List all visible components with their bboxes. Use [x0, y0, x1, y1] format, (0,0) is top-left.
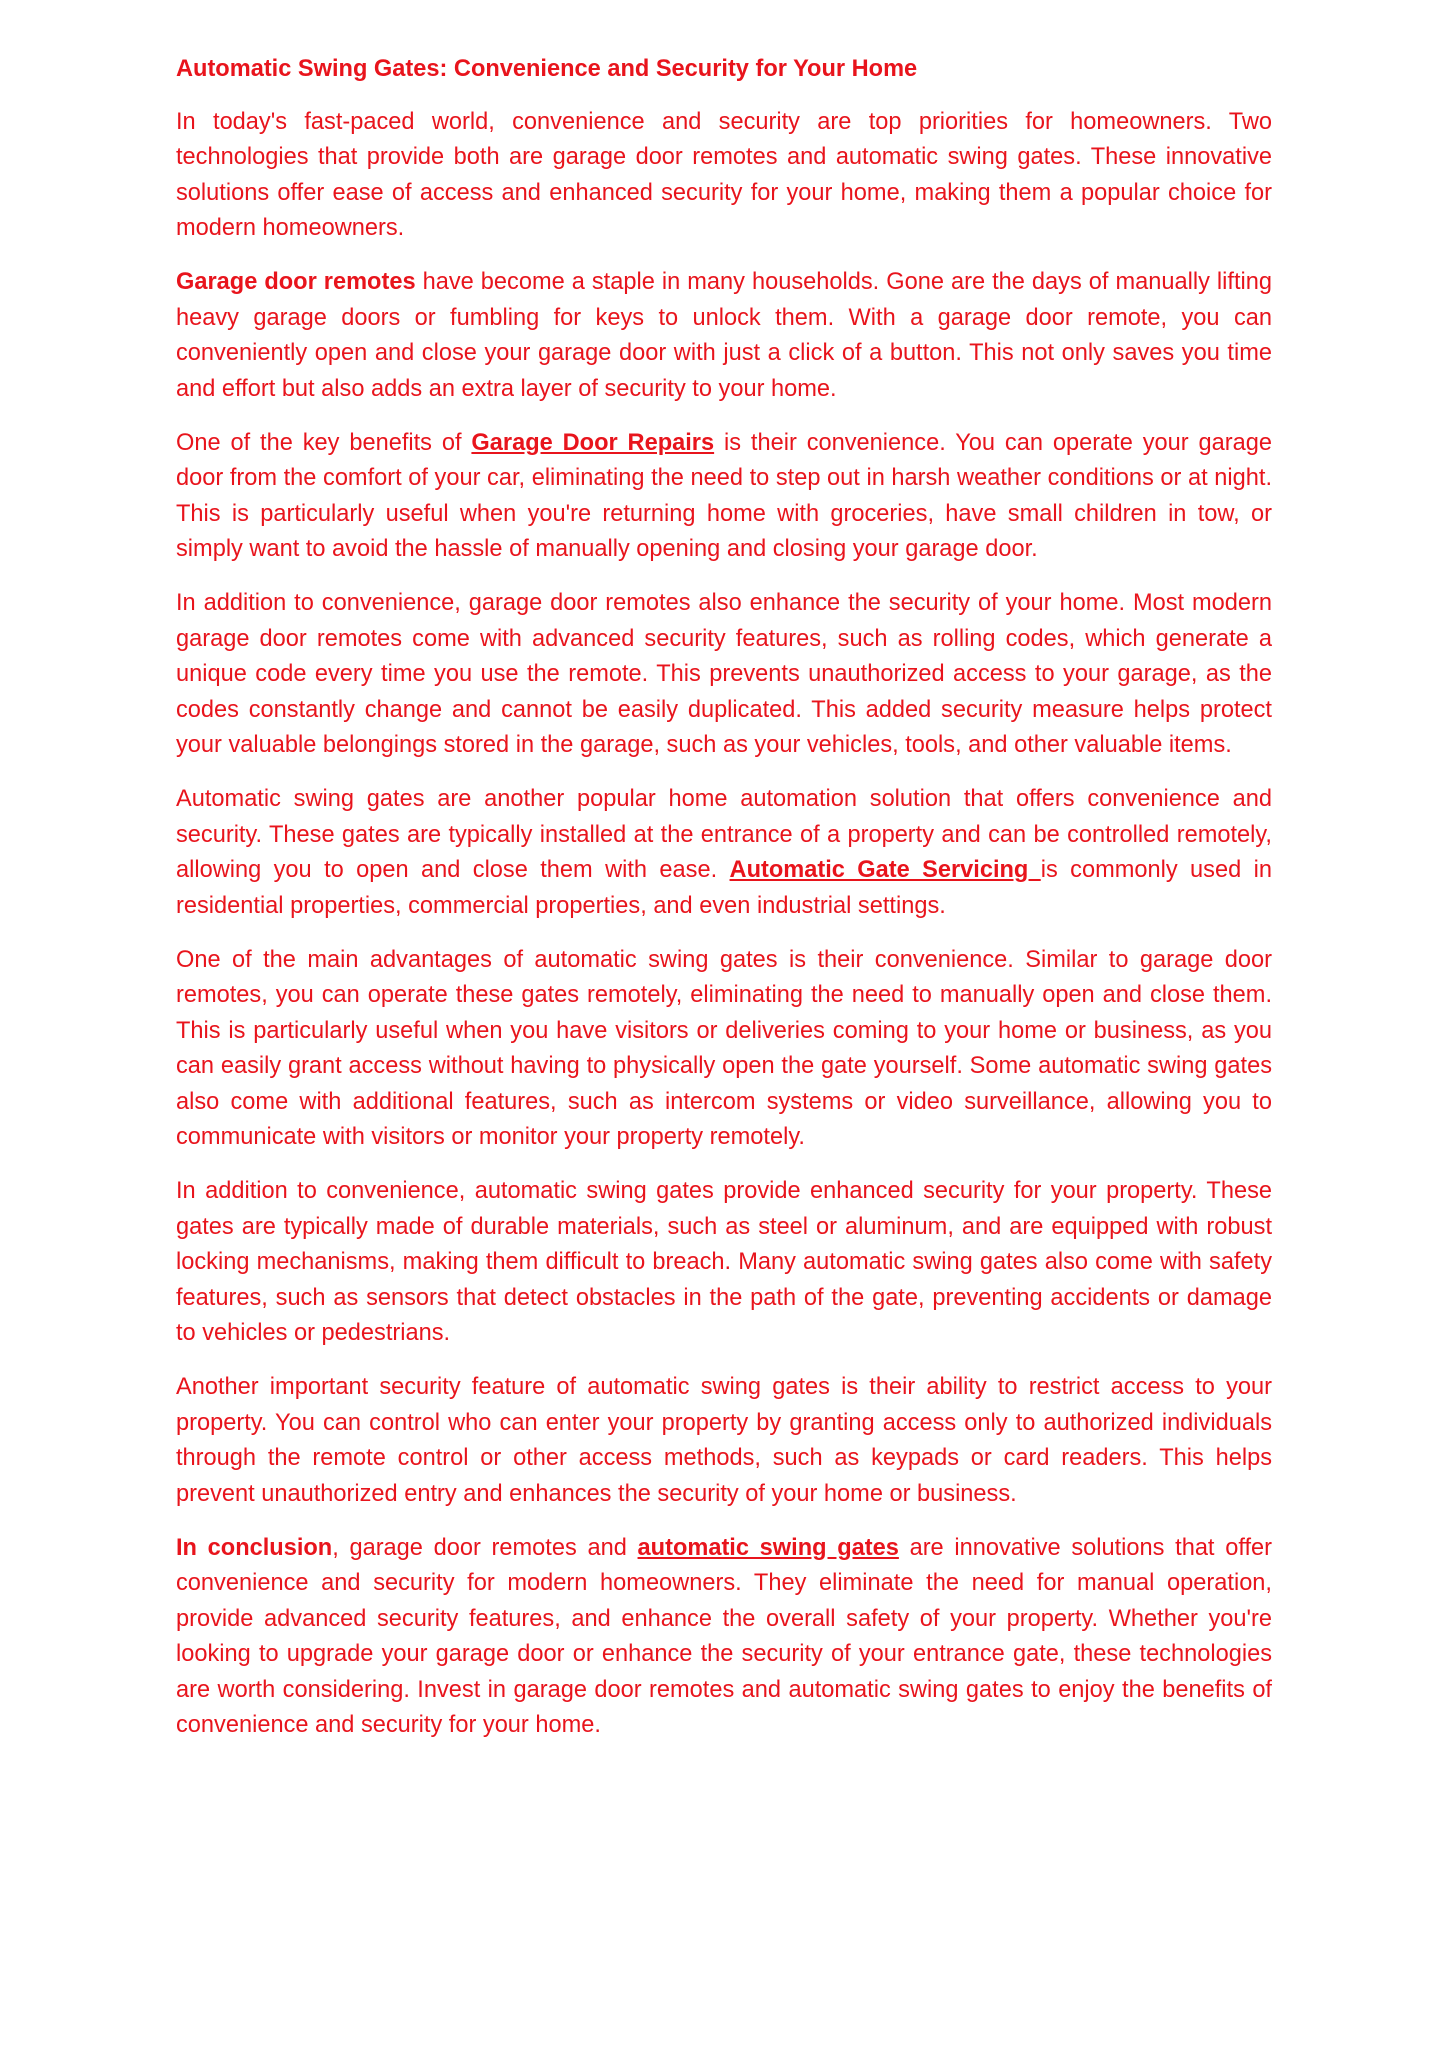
- link-automatic-swing-gates[interactable]: automatic swing gates: [637, 1534, 899, 1561]
- paragraph-garage-remotes: [176, 265, 1272, 407]
- bold-lead-garage-door-remotes: Garage door remotes: [176, 269, 416, 295]
- paragraph-gate-convenience: One of the main advantages of automatic swing gates is their convenience. Similar to garage door remotes, you can operate these gates remotely, eliminating the need to manually open and close them. This is particularly useful when you have visitors or deliveries coming to your home or business, as you can easily grant access without having to physically open the gate yourself. Some automatic swing gates also come with additional features, such as intercom systems or video surveillance, allowing you to communicate with visitors or monitor your property remotely.: [176, 946, 1272, 1150]
- document-title: Automatic Swing Gates: Convenience and Security for Your Home: [176, 56, 918, 82]
- paragraph-conclusion: [176, 1531, 1272, 1744]
- paragraph-text: Automatic swing gates are another popular home automation solution that offers convenience and security. These gates are typically installed at the entrance of a property and can be controlled remotely, allowing you to open and close them with ease.: [176, 786, 1272, 883]
- paragraph-text: , garage door remotes and: [332, 1534, 638, 1561]
- paragraph-text: are innovative solutions that offer convenience and security for modern homeowners. They eliminate the need for manual operation, provide advanced security features, and enhance the overall safety of your property. Whether you're looking to upgrade your garage door or enhance the security of your entrance gate, these technologies are worth considering. Invest in garage door remotes and automatic swing gates to enjoy the benefits of convenience and security for your home.: [176, 1534, 1272, 1738]
- paragraph-key-benefits: [176, 426, 1272, 568]
- paragraph-gate-security: In addition to convenience, automatic swing gates provide enhanced security for your property. These gates are typically made of durable materials, such as steel or aluminum, and are equipped with robust locking mechanisms, making them difficult to breach. Many automatic swing gates also come with safety features, such as sensors that detect obstacles in the path of the gate, preventing accidents or damage to vehicles or pedestrians.: [176, 1178, 1272, 1346]
- paragraph-text: is commonly used in residential properties, commercial properties, and even industrial settings.: [176, 857, 1272, 919]
- paragraph-access-restriction: Another important security feature of automatic swing gates is their ability to restrict access to your property. You can control who can enter your property by granting access only to authorized individuals through the remote control or other access methods, such as keypads or card readers. This helps prevent unauthorized entry and enhances the security of your home or business.: [176, 1374, 1272, 1507]
- paragraph-remote-security: In addition to convenience, garage door remotes also enhance the security of your home. Most modern garage door remotes come with advanced security features, such as rolling codes, which generate a unique code every time you use the remote. This prevents unauthorized access to your garage, as the codes constantly change and cannot be easily duplicated. This added security measure helps protect your valuable belongings stored in the garage, such as your vehicles, tools, and other valuable items.: [176, 590, 1272, 758]
- link-automatic-gate-servicing[interactable]: Automatic Gate Servicing: [729, 857, 1041, 883]
- paragraph-text: have become a staple in many households. Gone are the days of manually lifting heavy garage doors or fumbling for keys to unlock them. With a garage door remote, you can conveniently open and close your garage door with just a click of a button. This not only saves you time and effort but also adds an extra layer of security to your home.: [176, 269, 1272, 402]
- document-page: [176, 52, 1272, 1762]
- paragraph-swing-gates-intro: [176, 782, 1272, 924]
- bold-lead-in-conclusion: In conclusion: [176, 1534, 333, 1561]
- paragraph-text: is their convenience. You can operate your garage door from the comfort of your car, eliminating the need to step out in harsh weather conditions or at night. This is particularly useful when you're returning home with groceries, have small children in tow, or simply want to avoid the hassle of manually opening and closing your garage door.: [176, 429, 1272, 562]
- paragraph-intro: In today's fast-paced world, convenience and security are top priorities for homeowners. Two technologies that provide both are garage door remotes and automatic swing gates. These innovative solutions offer ease of access and enhanced security for your home, making them a popular choice for modern homeowners.: [176, 108, 1272, 241]
- link-garage-door-repairs[interactable]: Garage Door Repairs: [471, 429, 715, 456]
- paragraph-text: One of the key benefits of: [176, 429, 472, 456]
